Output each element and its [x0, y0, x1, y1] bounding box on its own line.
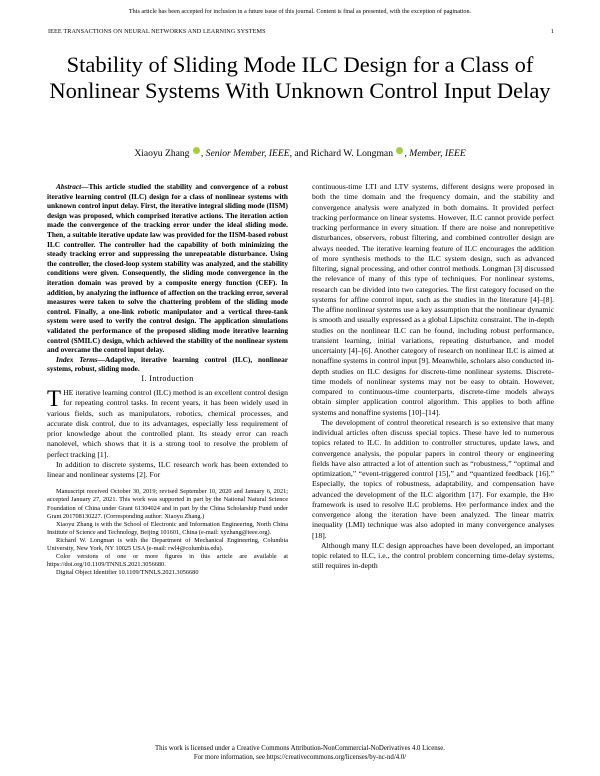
author-1-role: , Senior Member, IEEE,	[200, 148, 292, 159]
index-terms-lead: Index Terms	[56, 354, 98, 364]
right-column	[312, 182, 554, 572]
abstract-text: —This article studied the stability and convergence of a robust iterative learning control (ILC) design for a class of nonlinear systems with unknown control input delay. First, the iterative integral sliding mode (IISM) design was proposed, which comprised iterative actions. The iteration action made the convergence of the tracking error under the ideal sliding mode. Then, a suitable iterative update law was provided for the IISM-based robust ILC controller. The controller had the capability of both minimizing the steady tracking error and suppressing the unrepeatable disturbance. Using the controller, the closed-loop system stability was analyzed, and the stability conditions were given. Consequently, the sliding mode convergence in the iteration domain was proved by a composite energy function (CEF). In addition, by analyzing the influence of affection on the tracking error, several measures were taken to solve the chattering problem of the sliding mode control. Finally, a one-link robotic manipulator and a vertical three-tank system were used to verify the control design. The application simulations validated the performance of the proposed sliding mode iterative learning control (SMILC) design, which achieved the stability of the nonlinear system and overcame the control input delay.	[47, 182, 288, 355]
section-heading: I. Introduction	[141, 373, 194, 383]
author-2-name: Richard W. Longman	[310, 148, 393, 159]
author-1-name: Xiaoyu Zhang	[134, 148, 190, 159]
author-line	[30, 147, 570, 160]
col2-paragraph-1: continuous-time LTI and LTV systems, different designs were proposed in both the time domain and the frequency domain, and the stability and convergence analysis were analyzed in both domains. It provided perfect tracking performance on linear systems. However, ILC cannot provide perfect tracking performance in every situation. If there are noise and nonrepetitive disturbances, observers, robust filtering, and combined controller design are always needed. The iterative learning feature of ILC encourages the addition of more synthesis methods to the ILC system design, such as advanced filtering, signal processing, and other control methods. Longman [3] discussed the relevance of many of this type of techniques. For nonlinear systems, research can be divided into two categories. The first category focused on the systems for affine control input, such as the studies in the literature [4]–[8]. The affine nonlinear systems use a key assumption that the nonlinear dynamic is smooth and usually expressed as a global Lipschitz constraint. The in-depth studies on the nonlinear ILC can be found, including robust performance, transient learning, initial variations, repeating disturbance, and model uncertainty [4]–[6]. Another category of research on nonlinear ILC is aimed at nonaffine systems in control input [9]. Meanwhile, scholars also conducted in-depth studies on ILC designs for discrete-time nonlinear systems. Discrete-time models of nonlinear systems may not be easy to obtain. However, compared to continuous-time counterparts, discrete-time models always obtain simpler application control algorithm. This applies to both affine systems and nonaffine systems [10]–[14].	[312, 182, 554, 417]
left-column	[47, 182, 288, 577]
col2-paragraph-2: The development of control theoretical research is so extensive that many individual articles often discuss special topics. These have led to numerous topics related to ILC. In addition to controller structures, update laws, and convergence analysis, the popular papers in control theory or engineering fields have also attracted a lot of attention such as “robustness,” “optimal and optimization,” “event-triggered control [15],” and “quantized feedback [16].” Especially, the topics of robustness, adaptability, and compensation have advanced the development of the ILC algorithm [17]. For example, the H∞ framework is used to resolve ILC problems. H∞ performance index and the convergence along the iteration have been analyzed. The linear matrix inequality (LMI) technique was also adopted in many convergence analyses [18].	[312, 417, 554, 540]
author-2-role: , Member, IEEE	[404, 148, 466, 159]
index-terms	[47, 355, 288, 374]
orcid-icon[interactable]	[193, 147, 200, 154]
footnote-manuscript: Manuscript received October 30, 2019; revised September 10, 2020 and January 6, 2021; accepted January 27, 2021. This work was supported in part by the National Natural Science Foundation of China under Grant 61304024 and in part by the China Scholarship Fund under Grant 201708130227. (Corresponding author: Xiaoyu Zhang.)	[47, 488, 288, 520]
journal-name: IEEE TRANSACTIONS ON NEURAL NETWORKS AND LEARNING SYSTEMS	[48, 28, 266, 35]
license-footer	[0, 744, 600, 762]
index-terms-text: —Adaptive, iterative learning control (ILC), nonlinear systems, robust, sliding mode.	[47, 354, 288, 374]
orcid-icon[interactable]	[396, 147, 403, 154]
intro-paragraph-1	[47, 388, 288, 460]
author-conjunction: and	[292, 148, 311, 159]
intro-paragraph-1-text: HE iterative learning control (ILC) method is an excellent control design for repeating control tasks. In recent years, it has been widely used in various fields, such as manipulators, robotics, chemical processes, and accurate disk control, due to its advantages, especially less requirement of prior knowledge about the controlled plant. Its steady error can reach nanolevel, which shows that it is a strong tool to resolve the problem of perfect tracking [1].	[47, 388, 288, 459]
footnote-author-1: Xiaoyu Zhang is with the School of Electronic and Information Engineering, North China Institute of Science and Technology, Beijing 101601, China (e-mail: xyzhang@ieee.org).	[47, 520, 288, 536]
paper-title: Stability of Sliding Mode ILC Design for a Class of Nonlinear Systems With Unknown Control Input Delay	[49, 52, 551, 103]
page-number: 1	[550, 28, 554, 35]
footnotes	[47, 488, 288, 577]
license-link[interactable]: For more information, see https://creativecommons.org/licenses/by-nc-nd/4.0/	[193, 754, 407, 762]
footnote-color-versions: Color versions of one or more figures in this article are available at https://doi.org/10.1109/TNNLS.2021.3056680.	[47, 553, 288, 569]
footnote-doi: Digital Object Identifier 10.1109/TNNLS.2021.3056680	[56, 569, 199, 577]
license-line: This work is licensed under a Creative Commons Attribution-NonCommercial-NoDerivatives 4.0 License.	[155, 745, 445, 752]
intro-paragraph-2: In addition to discrete systems, ILC research work has been extended to linear and nonlinear systems [2]. For	[47, 459, 288, 480]
abstract-lead: Abstract	[56, 182, 82, 191]
footnote-author-2: Richard W. Longman is with the Department of Mechanical Engineering, Columbia University, New York, NY 10025 USA (e-mail: rwl4@columbia.edu).	[47, 536, 288, 553]
running-header	[48, 28, 554, 35]
acceptance-banner: This article has been accepted for inclusion in a future issue of this journal. Content is final as presented, with the exception of pagination.	[128, 8, 472, 15]
drop-cap: T	[47, 386, 62, 412]
col2-paragraph-3: Although many ILC design approaches have been developed, an important topic related to ILC, i.e., the control problem concerning time-delay systems, still requires in-depth	[312, 540, 554, 571]
abstract	[47, 182, 288, 355]
